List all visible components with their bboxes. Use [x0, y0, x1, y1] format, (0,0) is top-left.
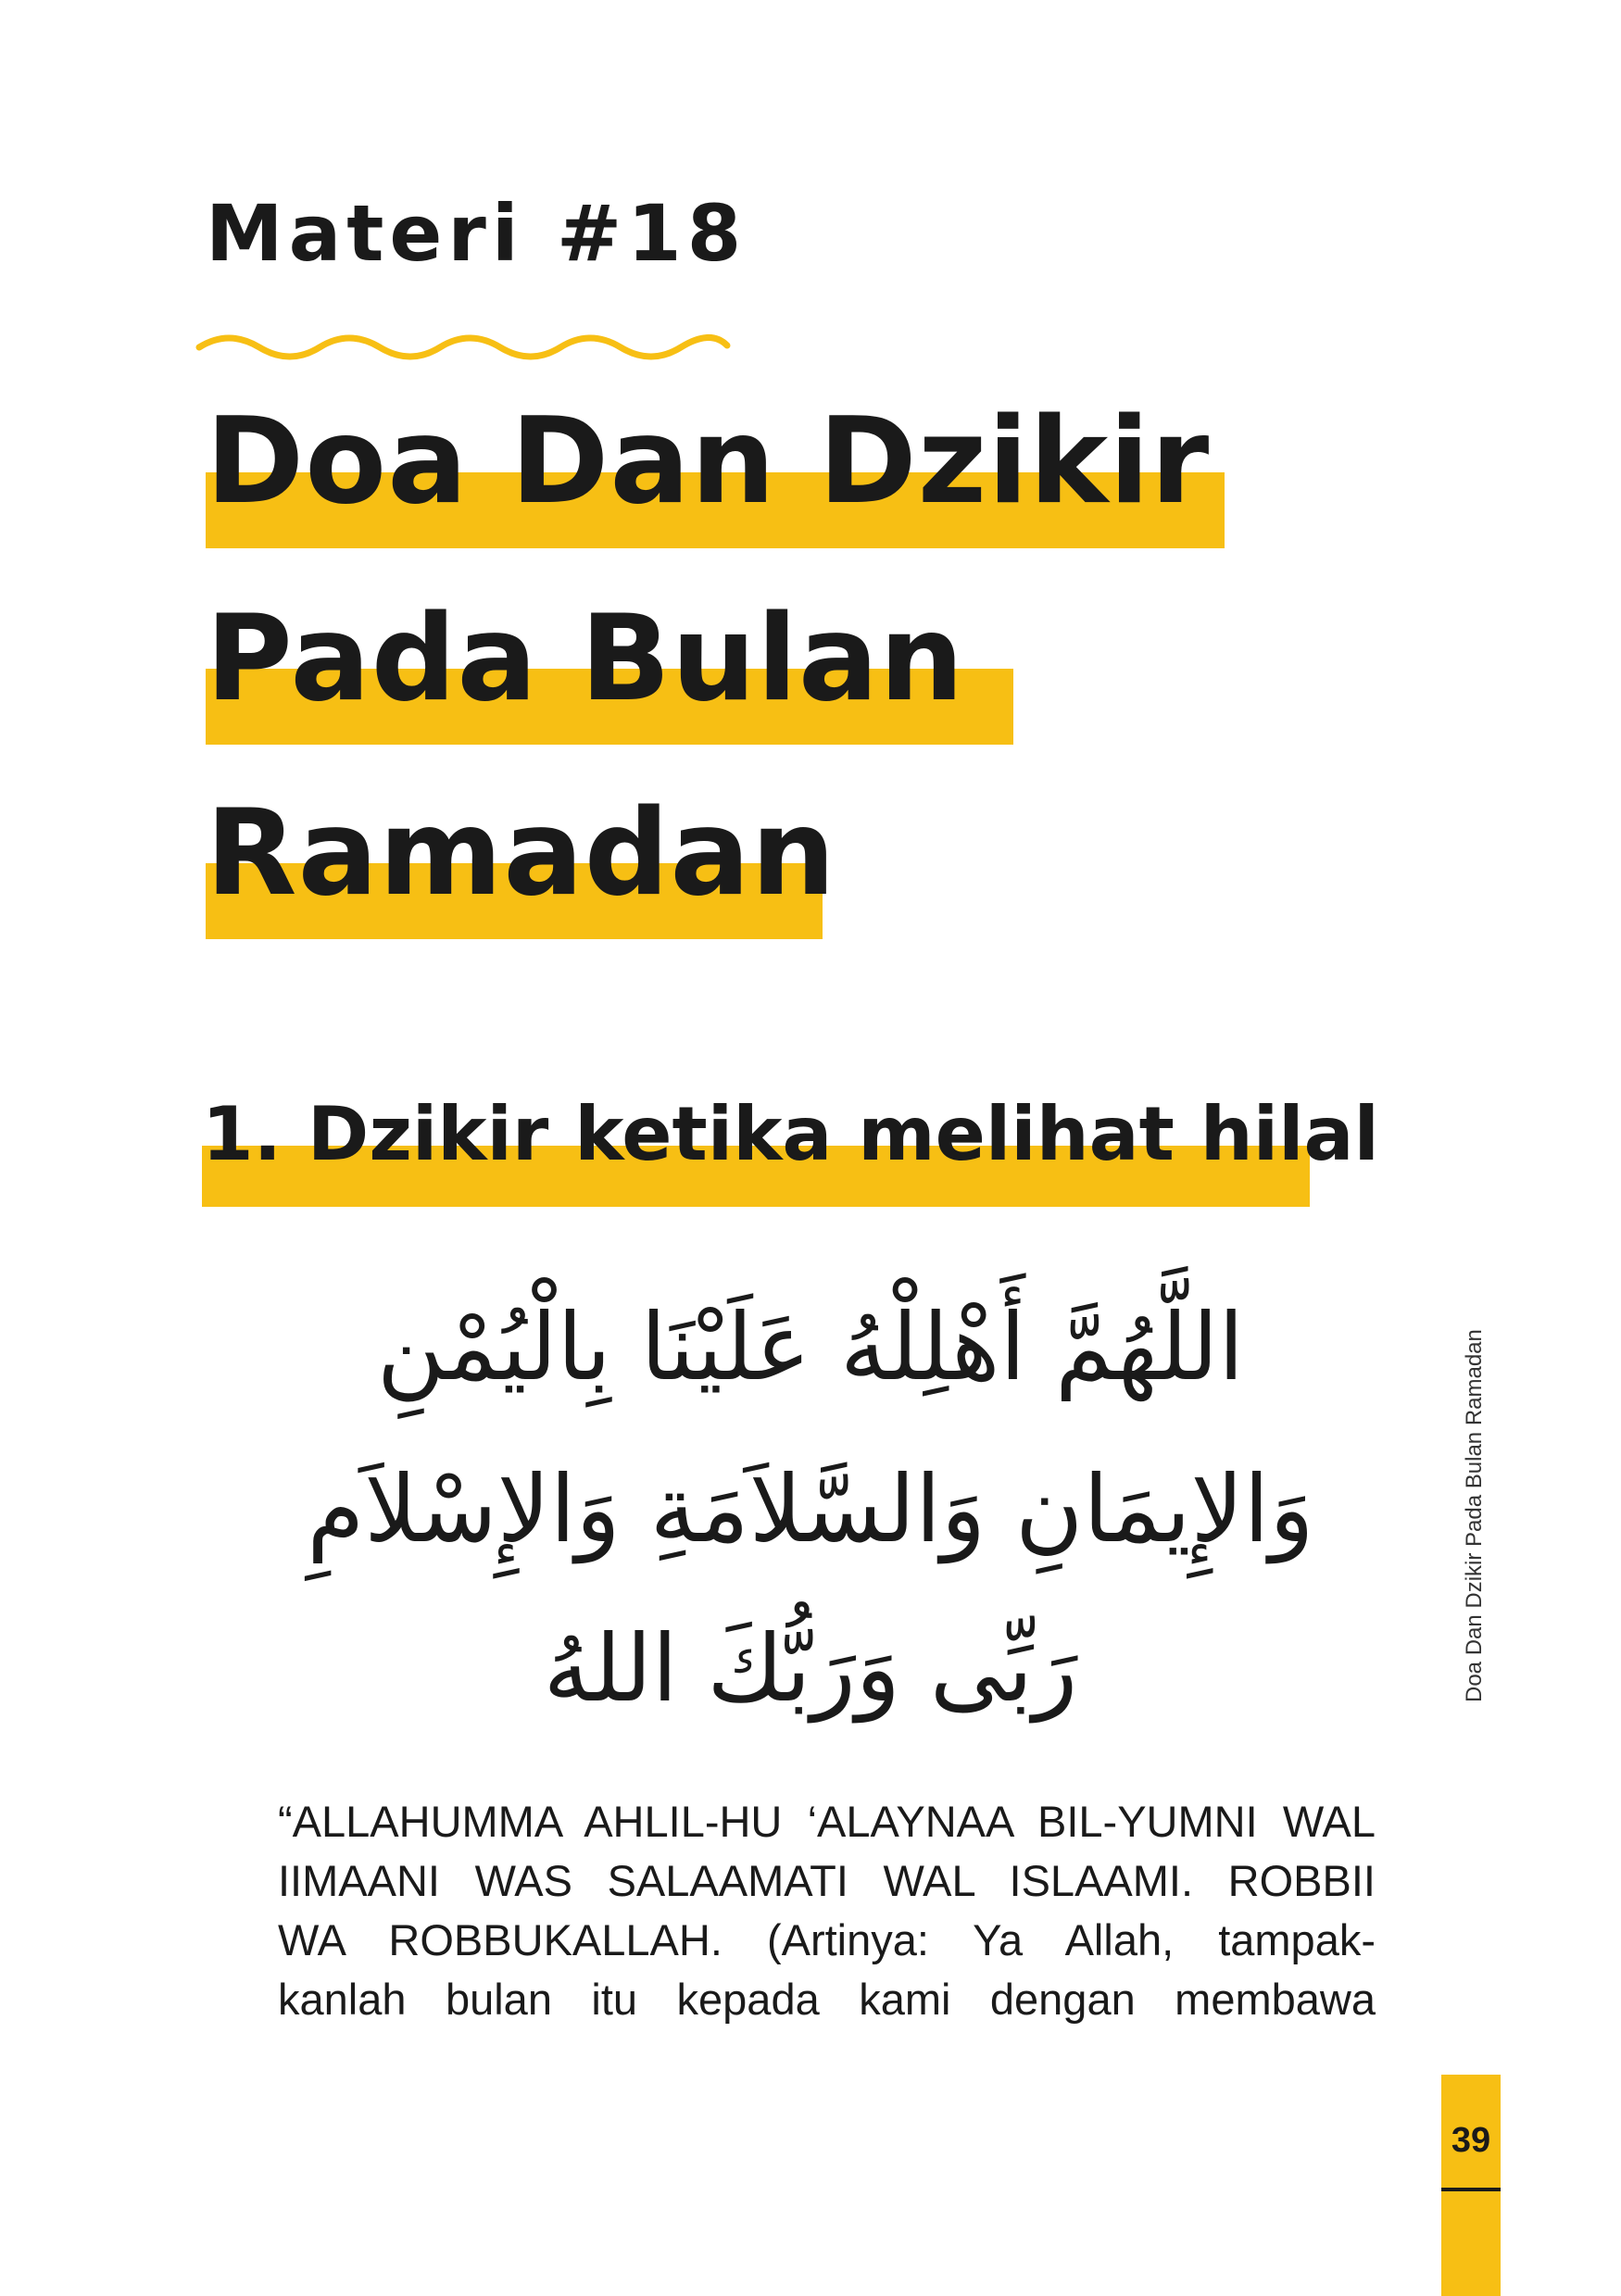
title-line-2: Pada Bulan — [206, 590, 965, 728]
materi-label: Materi #18 — [206, 188, 748, 279]
transliteration-line-1: “ALLAHUMMA AHLIL-HU ‘ALAYNAA BIL-YUMNI WAL — [278, 1797, 1376, 1846]
wavy-underline-icon — [195, 329, 732, 366]
transliteration-line-3: WA ROBBUKALLAH. (Artinya: Ya Allah, tampak- — [278, 1915, 1376, 1964]
transliteration-paragraph — [278, 1792, 1376, 2029]
running-title: Doa Dan Dzikir Pada Bulan Ramadan — [1462, 1329, 1487, 1702]
transliteration-line-2: IIMAANI WAS SALAAMATI WAL ISLAAMI. ROBBII — [278, 1856, 1376, 1905]
title-line-3: Ramadan — [206, 784, 836, 922]
title-line-1: Doa Dan Dzikir — [206, 393, 1211, 531]
page-number-tab — [1441, 2075, 1501, 2296]
arabic-line-2: وَالإِيمَانِ وَالسَّلاَمَةِ وَالإِسْلاَمِ — [307, 1455, 1314, 1563]
section-heading: 1. Dzikir ketika melihat hilal — [202, 1091, 1379, 1177]
page-number-rule — [1441, 2188, 1501, 2191]
arabic-line-1: اللَّهُمَّ أَهْلِلْهُ عَلَيْنَا بِالْيُمْنِ — [376, 1293, 1245, 1401]
page-number: 39 — [1451, 2121, 1491, 2160]
arabic-line-3: رَبِّى وَرَبُّكَ اللهُ — [543, 1614, 1078, 1723]
transliteration-line-4: kanlah bulan itu kepada kami dengan membawa — [278, 1975, 1376, 2024]
